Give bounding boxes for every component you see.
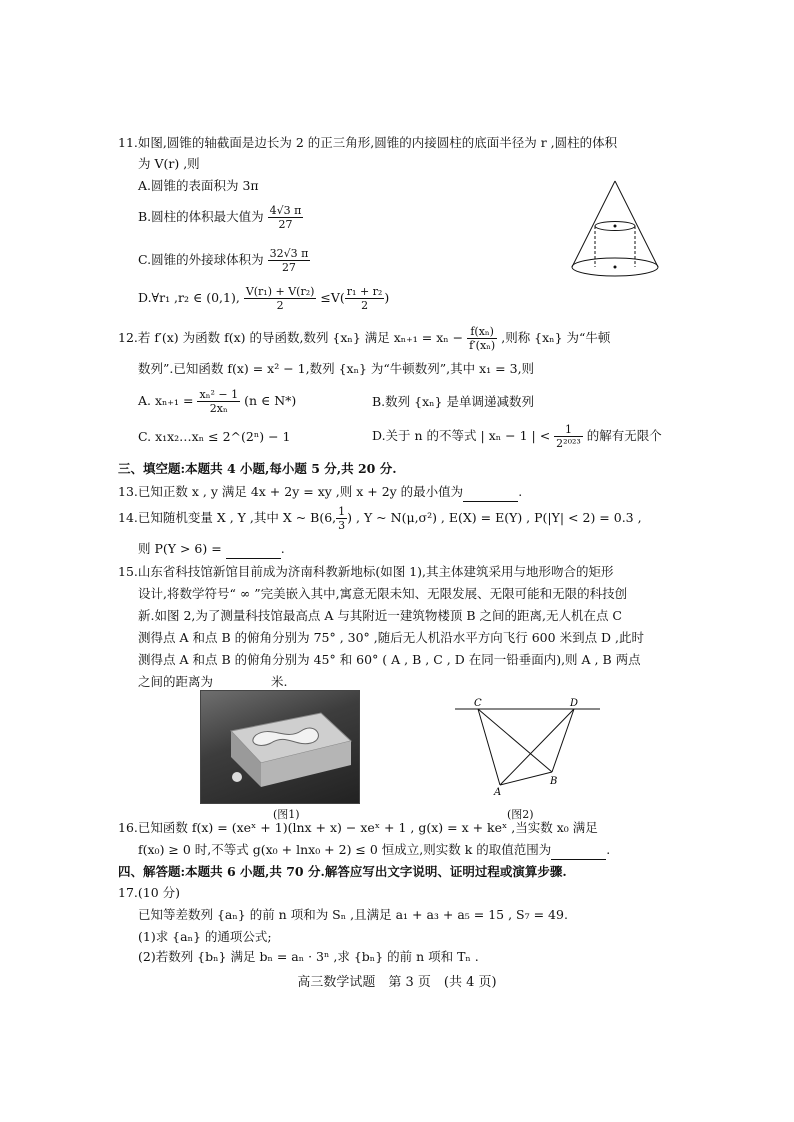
q16-line1: 16.已知函数 f(x) = (xeˣ + 1)(lnx + x) − xeˣ + 1 , g(x) = x + keˣ ,当实数 x₀ 满足	[118, 820, 598, 835]
stem-text: .	[280, 541, 285, 556]
q17-stem: 已知等差数列 {aₙ} 的前 n 项和为 Sₙ ,且满足 a₁ + a₃ + a₅ = 15 , S₇ = 49.	[138, 907, 568, 922]
stem-text: ,则称 {xₙ} 为“牛顿	[501, 330, 611, 345]
answer-blank	[226, 540, 281, 559]
fraction	[244, 285, 317, 312]
option-text: D.关于 n 的不等式 | xₙ − 1 | <	[372, 428, 551, 443]
numerator: 1	[554, 423, 583, 437]
q11-option-b	[138, 204, 303, 231]
stem-text: f(x₀) ≥ 0 时,不等式 g(x₀ + lnx₀ + 2) ≤ 0 恒成立,则实数 k 的取值范围为	[138, 842, 552, 857]
option-text: 的解有无限个	[586, 428, 662, 443]
point-a-label: A	[494, 787, 502, 797]
section-4-heading: 四、解答题:本题共 6 小题,共 70 分.解答应写出文字说明、证明过程或演算步骤.	[118, 864, 567, 879]
cone-figure	[560, 175, 670, 285]
stem-text: 12.若 f′(x) 为函数 f(x) 的导函数,数列 {xₙ} 满足 xₙ₊₁ = xₙ −	[118, 330, 464, 345]
page-footer: 高三数学试题 第 3 页 (共 4 页)	[297, 975, 497, 990]
option-text: ≤V(	[320, 290, 345, 305]
section-3-heading: 三、填空题:本题共 4 小题,每小题 5 分,共 20 分.	[118, 461, 397, 476]
q17-heading: 17.(10 分)	[118, 885, 181, 900]
q15-line5: 测得点 A 和点 B 的俯角分别为 45° 和 60° ( A , B , C , D 在同一铅垂面内),则 A , B 两点	[138, 652, 641, 667]
point-d-label: D	[570, 698, 579, 709]
denominator: 2xₙ	[209, 402, 228, 415]
denominator: 2	[361, 299, 369, 312]
option-text: A. xₙ₊₁ =	[138, 393, 194, 408]
numerator: f(xₙ)	[467, 325, 497, 339]
q12-option-a	[138, 388, 296, 415]
figure-1-caption: (图1)	[273, 808, 300, 821]
q12-option-d	[372, 423, 662, 450]
geometry-figure-2	[440, 697, 610, 797]
numerator: 4√3 π	[269, 204, 302, 217]
option-text: (n ∈ N*)	[244, 393, 297, 408]
stem-text: 14.已知随机变量 X , Y ,其中 X ~ B(6,	[118, 510, 337, 525]
q16-line2	[138, 841, 610, 860]
numerator: V(r₁) + V(r₂)	[245, 285, 315, 298]
stem-text: 之间的距离为	[138, 674, 214, 689]
stem-text: 则 P(Y > 6) =	[138, 541, 222, 556]
denominator: 27	[278, 218, 293, 231]
q11-option-c	[138, 247, 310, 274]
denominator: 3	[338, 519, 346, 532]
denominator: 27	[281, 261, 296, 274]
q12-stem-line2: 数列”.已知函数 f(x) = x² − 1,数列 {xₙ} 为“牛顿数列”,其中 x₁ = 3,则	[138, 361, 535, 376]
stem-text: 13.已知正数 x , y 满足 4x + 2y = xy ,则 x + 2y 的最小值为	[118, 484, 464, 499]
point-b-label: B	[550, 776, 558, 787]
fraction	[268, 204, 304, 231]
denominator: f′(xₙ)	[469, 339, 496, 352]
point-c-label: C	[474, 698, 482, 709]
science-museum-photo	[200, 690, 360, 804]
q15-line4: 测得点 A 和点 B 的俯角分别为 75° , 30° ,随后无人机沿水平方向飞行 600 米到点 D ,此时	[138, 630, 645, 645]
denominator: 2²⁰²³	[556, 437, 581, 450]
denominator: 2	[276, 299, 284, 312]
q17-part-1: (1)求 {aₙ} 的通项公式;	[138, 929, 272, 944]
q13	[118, 483, 522, 502]
numerator: 32√3 π	[269, 247, 309, 260]
q14-line1	[118, 505, 642, 532]
stem-text: .	[606, 842, 611, 857]
stem-text: ) , Y ~ N(μ,σ²) , E(X) = E(Y) , P(|Y| < 2) = 0.3 ,	[347, 510, 642, 525]
q12-option-b: B.数列 {xₙ} 是单调递减数列	[372, 394, 534, 409]
q17-part-2: (2)若数列 {bₙ} 满足 bₙ = aₙ · 3ⁿ ,求 {bₙ} 的前 n 项和 Tₙ .	[138, 949, 479, 964]
option-text: )	[384, 290, 390, 305]
numerator: 1	[338, 505, 346, 518]
fraction	[336, 505, 347, 532]
q11-stem-line2: 为 V(r) ,则	[138, 156, 200, 171]
q15-line3: 新.如图 2,为了测量科技馆最高点 A 与其附近一建筑物楼顶 B 之间的距离,无人机在点 C	[138, 608, 622, 623]
stem-text: .	[518, 484, 523, 499]
q11-stem-line1: 11.如图,圆锥的轴截面是边长为 2 的正三角形,圆锥的内接圆柱的底面半径为 r ,圆柱的体积	[118, 135, 618, 150]
answer-blank	[463, 483, 518, 502]
option-text: D.∀r₁ ,r₂ ∈ (0,1),	[138, 290, 240, 305]
fraction	[268, 247, 311, 274]
fraction	[467, 325, 497, 352]
option-text: C.圆锥的外接球体积为	[138, 252, 264, 267]
q11-option-a: A.圆锥的表面积为 3π	[138, 178, 259, 193]
fraction	[554, 423, 583, 450]
option-text: B.圆柱的体积最大值为	[138, 209, 264, 224]
q12-option-c: C. x₁x₂…xₙ ≤ 2^(2ⁿ) − 1	[138, 429, 291, 444]
fraction	[197, 388, 240, 415]
q15-line2: 设计,将数学符号“ ∞ ”完美嵌入其中,寓意无限未知、无限发展、无限可能和无限的科技创	[138, 586, 628, 601]
q12-stem-line1	[118, 325, 610, 352]
numerator: r₁ + r₂	[346, 285, 383, 298]
q14-line2	[138, 540, 285, 559]
answer-blank	[551, 841, 606, 860]
fraction	[345, 285, 385, 312]
figure-2-caption: (图2)	[507, 808, 534, 821]
q15-line1: 15.山东省科技馆新馆目前成为济南科教新地标(如图 1),其主体建筑采用与地形吻合的矩形	[118, 564, 614, 579]
stem-text: 米.	[271, 674, 288, 689]
q11-option-d	[138, 285, 389, 312]
numerator: xₙ² − 1	[199, 388, 239, 401]
